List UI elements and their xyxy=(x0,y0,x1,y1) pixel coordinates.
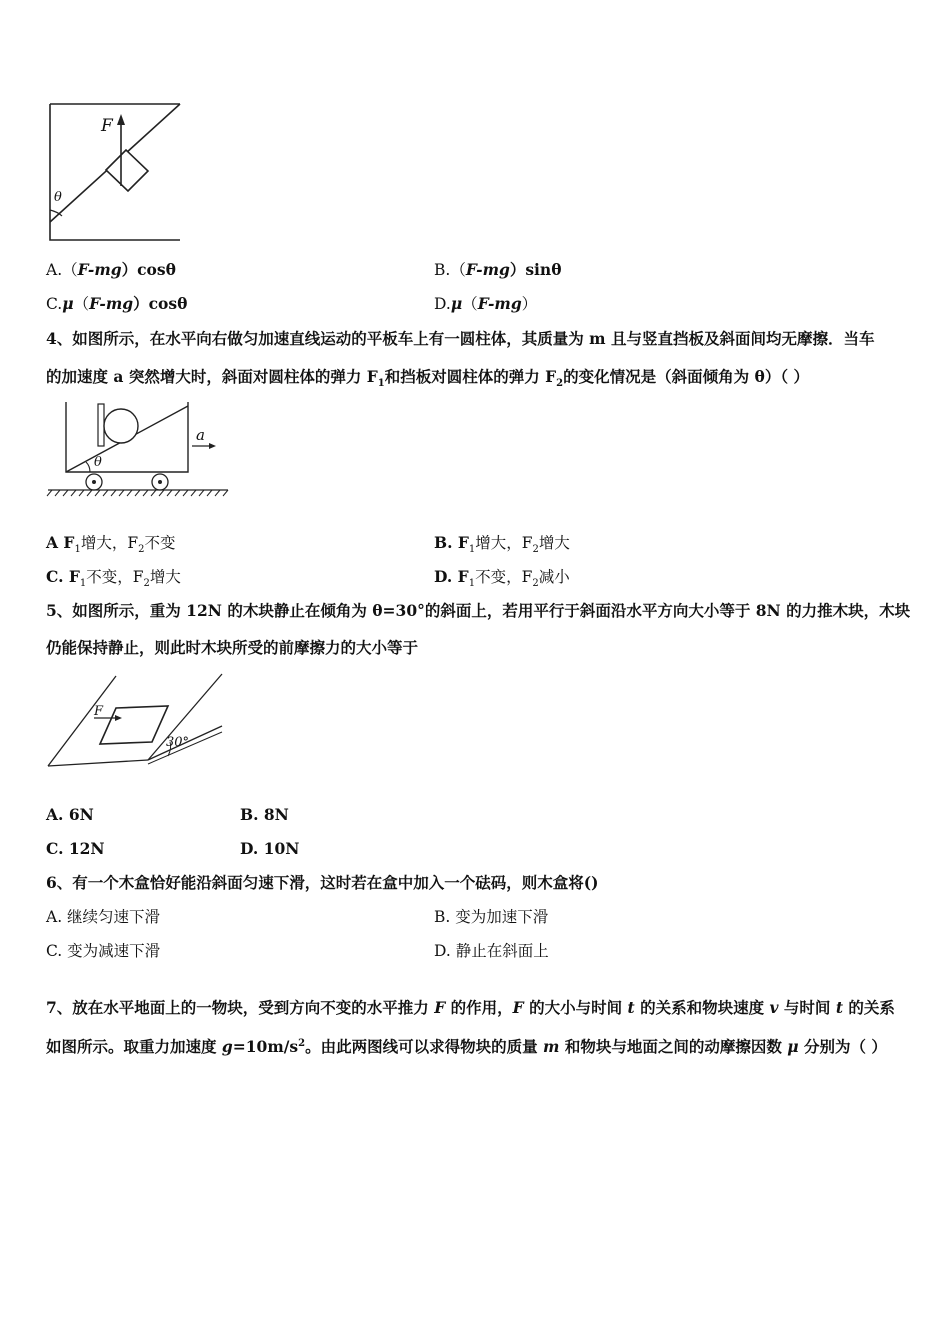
block-on-plane xyxy=(100,706,168,744)
q5-stem-line1: 5、如图所示，重为 12N 的木块静止在倾角为 θ=30°的斜面上，若用平行于斜面沿水平方向大小等于 8N 的力推木块，木块 xyxy=(46,601,911,620)
wheel-right-hub xyxy=(158,480,162,484)
plane-left-edge xyxy=(48,676,116,766)
incline-force-figure xyxy=(44,98,184,246)
incline-plane-figure xyxy=(44,668,228,772)
push-force-label: F xyxy=(94,704,104,719)
q4-stem-line2: 的加速度 a 突然增大时，斜面对圆柱体的弹力 $F_1$和挡板对圆柱体的弹力 $F_2$的变化情况是（斜面倾角为 θ）（ ） xyxy=(46,367,809,390)
q4-option-a[interactable]: A $F_1$增大，$F_2$不变 xyxy=(46,533,176,556)
q4-option-d[interactable]: D. $F_1$不变，$F_2$减小 xyxy=(434,567,570,590)
cart-cylinder-figure xyxy=(46,396,232,500)
q3-option-a[interactable]: A.（F-mg）cosθ xyxy=(46,260,176,279)
ground-hatch xyxy=(47,490,228,496)
q4-stem-line1: 4、如图所示，在水平向右做匀加速直线运动的平板车上有一圆柱体，其质量为 m 且与竖直挡板及斜面间均无摩擦．当车 xyxy=(46,329,875,348)
q6-option-d[interactable]: D. 静止在斜面上 xyxy=(434,942,549,960)
incline-angle-arc xyxy=(86,462,90,472)
q4-option-c[interactable]: C. $F_1$不变，$F_2$增大 xyxy=(46,567,181,590)
q3-option-c[interactable]: C.μ（F-mg）cosθ xyxy=(46,294,188,313)
q6-option-b[interactable]: B. 变为加速下滑 xyxy=(434,908,549,926)
q5-option-c[interactable]: C. 12N xyxy=(46,839,105,858)
plane-bottom-edge xyxy=(48,760,148,766)
q3-option-b[interactable]: B.（F-mg）sinθ xyxy=(434,260,562,279)
vertical-baffle xyxy=(98,404,104,446)
force-arrow-head xyxy=(117,114,125,125)
q4-option-b[interactable]: B. $F_1$增大，$F_2$增大 xyxy=(434,533,570,556)
block-on-incline xyxy=(106,150,148,191)
q7-stem: 7、放在水平地面上的一物块，受到方向不变的水平推力 F 的作用，F 的大小与时间 t 的关系和物块速度 v 与时间 t 的关系如图所示。取重力加速度 $g=10m/s^2$。由此两图线可以求得物块的质量 m 和物块与地面之间的动摩擦因数 μ 分别为（ ） xyxy=(46,998,895,1057)
accel-arrow-head xyxy=(209,443,216,449)
incline-angle-label: θ xyxy=(94,455,102,470)
q5-option-a[interactable]: A. 6N xyxy=(46,805,94,824)
q3-option-d[interactable]: D.μ（F-mg） xyxy=(434,294,538,313)
q6-option-c[interactable]: C. 变为减速下滑 xyxy=(46,942,161,960)
q6-option-a[interactable]: A. 继续匀速下滑 xyxy=(46,908,161,926)
q5-option-b[interactable]: B. 8N xyxy=(240,805,289,824)
force-label: F xyxy=(101,116,113,136)
cylinder xyxy=(104,409,138,443)
q5-option-d[interactable]: D. 10N xyxy=(240,839,300,858)
accel-label: a xyxy=(196,426,205,444)
angle-label: θ xyxy=(54,190,62,205)
q5-stem-line2: 仍能保持静止，则此时木块所受的前摩擦力的大小等于 xyxy=(46,638,419,657)
plane-angle-label: 30° xyxy=(166,735,190,750)
wheel-left-hub xyxy=(92,480,96,484)
q6-stem: 6、有一个木盒恰好能沿斜面匀速下滑，这时若在盒中加入一个砝码，则木盒将() xyxy=(46,873,599,892)
